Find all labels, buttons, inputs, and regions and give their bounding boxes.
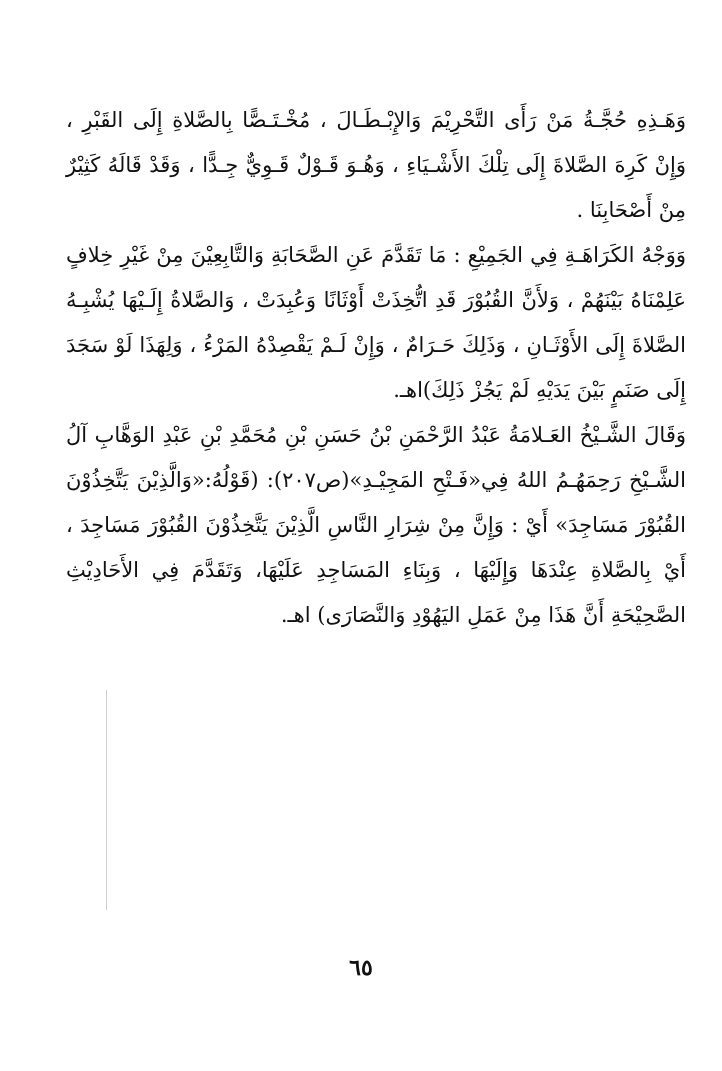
paragraph-1: وَهَـذِهِ حُجَّـةُ مَنْ رَأَى التَّحْرِيْمَ وَالإِبْـطَـالَ ، مُخْـتَـصًّا بِالصَّلاةِ إِلَى القَبْرِ ، وَإِنْ كَرِهَ الصَّلاةَ إِلَى تِلْكَ الأَشْـيَاءِ ، وَهُـوَ قَـوْلٌ قَـوِيٌّ جِـدًّا ، وَقَدْ قَالَهُ كَثِيْرٌ مِنْ أَصْحَابِنَا .: [66, 108, 686, 222]
scan-artifact-line: [106, 690, 107, 910]
page-number: ٦٥: [349, 955, 373, 981]
paragraph-2: وَوَجْهُ الكَرَاهَـةِ فِي الجَمِيْعِ : مَا تَقَدَّمَ عَنِ الصَّحَابَةِ وَالتَّابِعِيْنَ مِنْ غَيْرِ خِلافٍ عَلِمْنَاهُ بَيْنَهُمْ ، وَلأَنَّ القُبُوْرَ قَدِ اتُّخِذَتْ أَوْثَانًا وَعُبِدَتْ ، وَالصَّلاةُ إِلَـيْهَا يُشْبِـهُ الصَّلاةَ إِلَى الأَوْثَـانِ ، وَذَلِكَ حَـرَامٌ ، وَإِنْ لَـمْ يَقْصِدْهُ المَرْءُ ، وَلِهَذَا لَوْ سَجَدَ إِلَى صَنَمٍ بَيْنَ يَدَيْهِ لَمْ يَجُزْ ذَلِكَ)اهـ.: [66, 243, 686, 402]
paragraph-3: وَقَالَ الشَّـيْخُ العَـلامَةُ عَبْدُ الرَّحْمَنِ بْنُ حَسَنِ بْنِ مُحَمَّدِ بْنِ عَبْدِ الوَهَّابِ آلُ الشَّـيْخِ رَحِمَهُـمُ اللهُ فِي«فَـتْحِ المَجِيْـدِ»(ص٢٠٧): (قَوْلُهُ:«وَالَّذِيْنَ يَتَّخِذُوْنَ القُبُوْرَ مَسَاجِدَ» أَيْ : وَإِنَّ مِنْ شِرَارِ النَّاسِ الَّذِيْنَ يَتَّخِذُوْنَ القُبُوْرَ مَسَاجِدَ ، أَيْ بِالصَّلاةِ عِنْدَهَا وَإِلَيْهَا ، وَبِنَاءِ المَسَاجِدِ عَلَيْهَا، وَتَقَدَّمَ فِي الأَحَادِيْثِ الصَّحِيْحَةِ أَنَّ هَذَا مِنْ عَمَلِ اليَهُوْدِ وَالنَّصَارَى) اهـ.: [66, 423, 686, 627]
body-text: [66, 98, 686, 638]
